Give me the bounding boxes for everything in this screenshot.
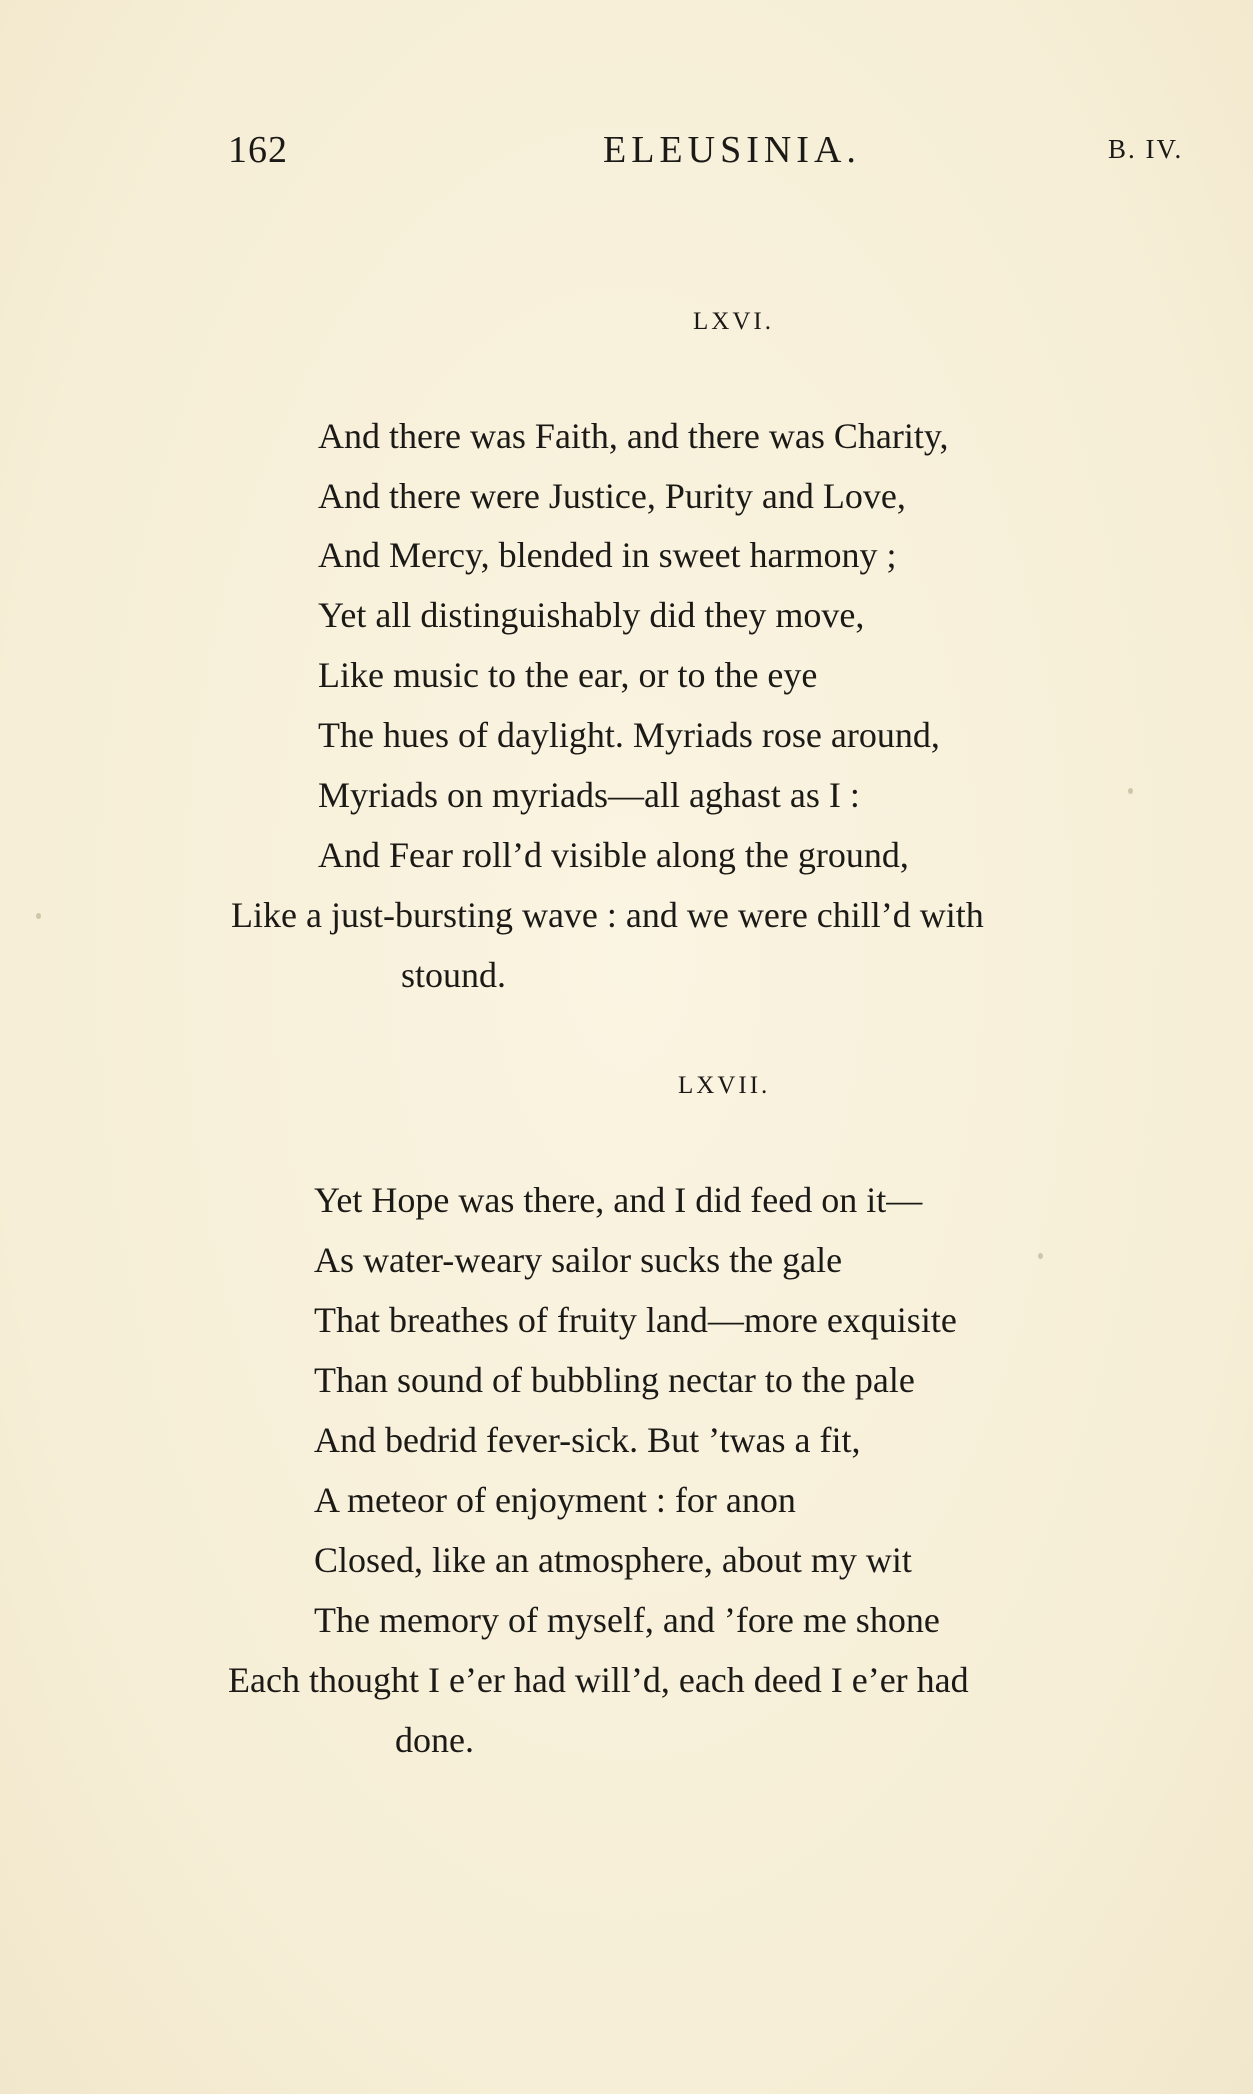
verse-line: Like music to the ear, or to the eye bbox=[318, 655, 818, 695]
verse-line: And Fear roll’d visible along the ground, bbox=[318, 835, 909, 875]
verse-line: And there were Justice, Purity and Love, bbox=[318, 476, 906, 516]
verse-line: And there was Faith, and there was Charity, bbox=[318, 416, 949, 456]
verse-line-continuation: stound. bbox=[401, 955, 507, 995]
stanza-number: LXVI. bbox=[693, 308, 774, 335]
verse-line: Closed, like an atmosphere, about my wit bbox=[314, 1540, 912, 1580]
verse-line: The hues of daylight. Myriads rose around, bbox=[318, 715, 940, 755]
verse-line: Myriads on myriads—all aghast as I : bbox=[318, 775, 860, 815]
paper-speck bbox=[1038, 1253, 1043, 1259]
verse-line: And bedrid fever-sick. But ’twas a fit, bbox=[314, 1420, 861, 1460]
book-reference: B. IV. bbox=[1108, 134, 1184, 164]
paper-speck bbox=[36, 913, 41, 919]
page-number: 162 bbox=[228, 129, 288, 171]
stanza-number: LXVII. bbox=[678, 1072, 771, 1099]
verse-line: And Mercy, blended in sweet harmony ; bbox=[318, 535, 897, 575]
verse-line: Yet all distinguishably did they move, bbox=[318, 595, 865, 635]
verse-line: Yet Hope was there, and I did feed on it— bbox=[314, 1180, 923, 1220]
paper-speck bbox=[1128, 788, 1133, 794]
verse-line-continuation: done. bbox=[395, 1720, 474, 1760]
verse-line: That breathes of fruity land—more exquisite bbox=[314, 1300, 957, 1340]
verse-line: The memory of myself, and ’fore me shone bbox=[314, 1600, 940, 1640]
verse-line: Each thought I e’er had will’d, each deed I e’er had bbox=[228, 1660, 969, 1700]
verse-line: Than sound of bubbling nectar to the pale bbox=[314, 1360, 915, 1400]
running-title: ELEUSINIA. bbox=[603, 129, 861, 171]
verse-line: As water-weary sailor sucks the gale bbox=[314, 1240, 843, 1280]
verse-line: Like a just-bursting wave : and we were chill’d with bbox=[231, 895, 984, 935]
running-header bbox=[0, 128, 1253, 188]
verse-line: A meteor of enjoyment : for anon bbox=[314, 1480, 796, 1520]
